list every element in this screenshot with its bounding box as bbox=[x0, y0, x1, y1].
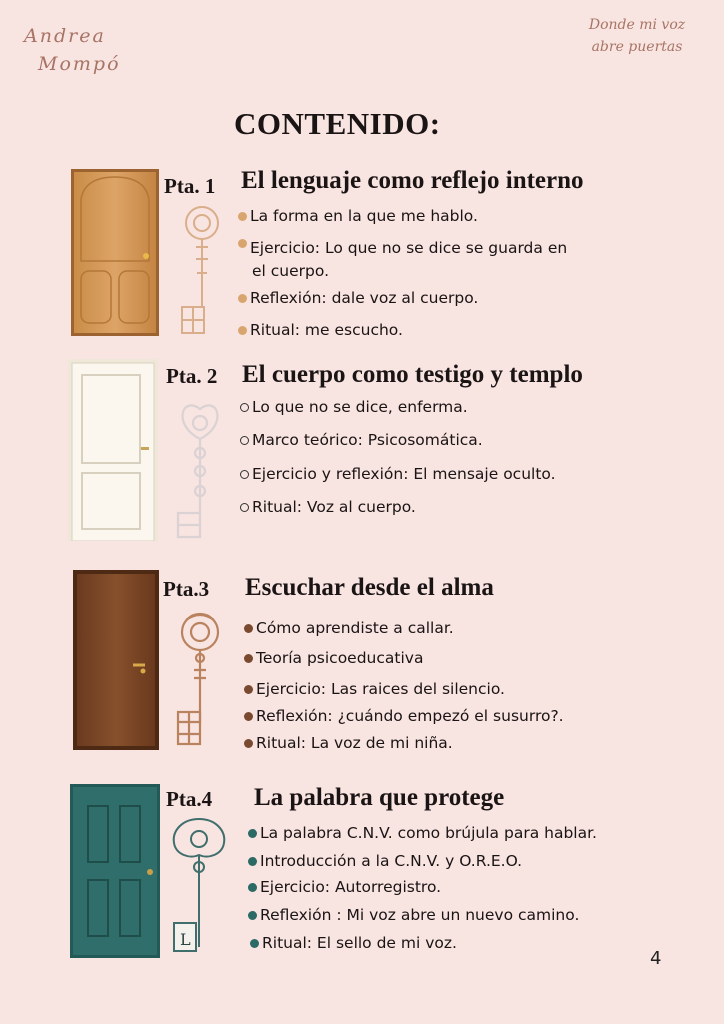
wooden-door-icon bbox=[71, 169, 161, 336]
bullet-icon bbox=[240, 436, 249, 445]
section-2-heading: El cuerpo como testigo y templo bbox=[242, 361, 583, 388]
list-item: Ritual: me escucho. bbox=[238, 321, 403, 339]
tagline-line1: Donde mi voz bbox=[588, 17, 686, 33]
section-1-label: Pta. 1 bbox=[164, 174, 216, 198]
bullet-icon bbox=[238, 294, 247, 303]
list-item: Introducción a la C.N.V. y O.R.E.O. bbox=[248, 852, 522, 870]
list-item: La forma en la que me hablo. bbox=[238, 207, 478, 225]
bullet-icon bbox=[248, 883, 257, 892]
brown-door-icon bbox=[73, 570, 159, 750]
section-2-label: Pta. 2 bbox=[166, 364, 218, 388]
brand-name-line1: Andrea bbox=[24, 25, 106, 47]
section-1-heading: El lenguaje como reflejo interno bbox=[241, 167, 584, 194]
section-4-label: Pta.4 bbox=[166, 787, 213, 811]
list-item: Ejercicio: Lo que no se dice se guarda en bbox=[238, 239, 567, 257]
list-item: Lo que no se dice, enferma. bbox=[240, 398, 468, 416]
list-item: Marco teórico: Psicosomática. bbox=[240, 431, 483, 449]
list-item: La palabra C.N.V. como brújula para hablar. bbox=[248, 824, 597, 842]
silver-key-icon bbox=[176, 401, 224, 539]
list-item: Reflexión: dale voz al cuerpo. bbox=[238, 289, 478, 307]
white-door-icon bbox=[68, 359, 160, 541]
list-item: Ritual: Voz al cuerpo. bbox=[240, 498, 416, 516]
bullet-icon bbox=[248, 857, 257, 866]
bullet-icon bbox=[248, 829, 257, 838]
page-title: CONTENIDO: bbox=[234, 106, 441, 141]
brand-logo bbox=[24, 22, 136, 78]
bullet-icon bbox=[238, 326, 247, 335]
list-item: Teoría psicoeducativa bbox=[244, 649, 423, 667]
bullet-icon bbox=[238, 212, 247, 221]
bullet-icon bbox=[240, 470, 249, 479]
bullet-icon bbox=[238, 239, 247, 248]
teal-key-icon bbox=[168, 815, 230, 957]
brand-tagline bbox=[572, 14, 702, 58]
section-3-label: Pta.3 bbox=[163, 577, 210, 601]
bullet-icon bbox=[244, 654, 253, 663]
bullet-icon bbox=[240, 503, 249, 512]
svg-text:L: L bbox=[180, 930, 191, 949]
list-item: Reflexión: ¿cuándo empezó el susurro?. bbox=[244, 707, 564, 725]
list-item: Reflexión : Mi voz abre un nuevo camino. bbox=[248, 906, 579, 924]
bullet-icon bbox=[244, 624, 253, 633]
bullet-icon bbox=[244, 739, 253, 748]
section-3-heading: Escuchar desde el alma bbox=[245, 574, 494, 601]
page-number: 4 bbox=[650, 948, 662, 969]
list-item: Ejercicio: Autorregistro. bbox=[248, 878, 441, 896]
list-item: Ritual: La voz de mi niña. bbox=[244, 734, 453, 752]
tagline-line2: abre puertas bbox=[591, 39, 683, 55]
bullet-icon bbox=[244, 685, 253, 694]
ornate-key-icon bbox=[178, 203, 226, 337]
list-item: Ejercicio y reflexión: El mensaje oculto. bbox=[240, 465, 556, 483]
list-item-continuation: el cuerpo. bbox=[252, 262, 330, 280]
bullet-icon bbox=[248, 911, 257, 920]
bullet-icon bbox=[240, 403, 249, 412]
bullet-icon bbox=[244, 712, 253, 721]
list-item: Ejercicio: Las raices del silencio. bbox=[244, 680, 505, 698]
list-item: Ritual: El sello de mi voz. bbox=[250, 934, 457, 952]
section-4-heading: La palabra que protege bbox=[254, 784, 505, 811]
list-item: Cómo aprendiste a callar. bbox=[244, 619, 454, 637]
bullet-icon bbox=[250, 939, 259, 948]
bronze-key-icon bbox=[174, 612, 226, 750]
brand-name-line2: Mompó bbox=[38, 53, 121, 75]
teal-door-icon bbox=[70, 784, 160, 958]
